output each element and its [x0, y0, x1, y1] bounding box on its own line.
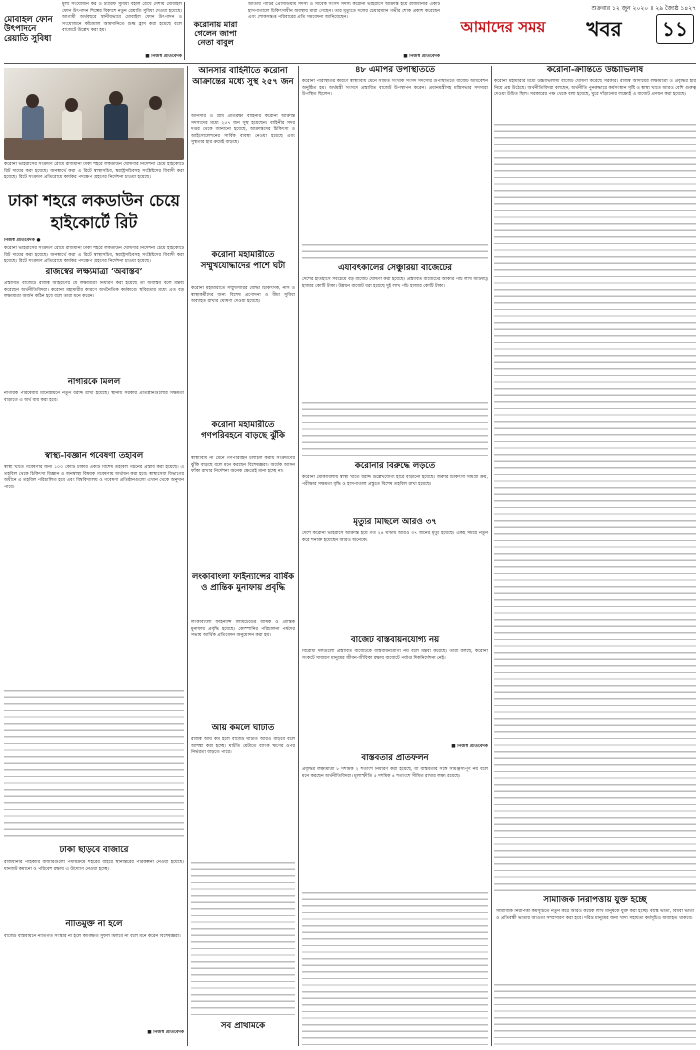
deficit-body: রাজস্ব আয় কম হলে বাজেট ঘাটতি আরও বাড়বে বলে আশঙ্কা করা হচ্ছে। ঘাটতি মেটাতে ব্যাংক ঋণের ওপর নির্ভরতা বাড়তে পারে।	[191, 737, 295, 756]
dhaka-market-headline: ঢাকা ছাড়বে বাজারে	[59, 846, 129, 855]
not-feasible-headline: বাজেট বাস্তবায়নযোগ্য নয়	[350, 636, 440, 645]
section-label: খবর	[586, 17, 622, 41]
frontline-headline: করোনা মহামারীতে সম্মুখযোদ্ধাদের পাশে ঘটা	[200, 250, 286, 271]
corona-brief	[188, 2, 440, 62]
growth-body: প্রবৃদ্ধির লক্ষ্যমাত্রা ৮ দশমিক ২ শতাংশ নির্ধারণ করা হয়েছে, যা বাস্তবতার সঙ্গে সামঞ্জস্যপূর্ণ নয় বলে মনে করছেন অর্থনীতিবিদরা। মূল্যস্ফীতি ৫ দশমিক ৪ শতাংশে সীমিত রাখার লক্ষ্য রয়েছে।	[302, 767, 488, 779]
column-texture	[494, 122, 696, 892]
transport-headline: করোনা মহামারীতে গণপরিবহনে বাড়ছে ঝুঁকি	[201, 420, 285, 441]
deficit-headline: আয় কমলে ঘাটতি	[211, 724, 275, 733]
not-feasible-byline: ■ নিজস্ব প্রতিবেদক	[451, 744, 488, 749]
mobile-brief	[4, 2, 182, 62]
research-fund-body: স্বাস্থ্য খাতে গবেষণার জন্য ১০০ কোটি টাকার একটি বিশেষ তহবিল গঠনের প্রস্তাব করা হয়েছে। এ তহবিল থেকে চিকিৎসা বিজ্ঞান ও জনস্বাস্থ্য বিষয়ক গবেষণায় অর্থায়ন করা হবে। স্বাস্থ্যসেবা বিভাগের অধীনে এ তহবিল পরিচালিত হবে এবং বিশ্ববিদ্যালয় ও গবেষণা প্রতিষ্ঠানগুলো এখান থেকে অনুদান পাবে।	[4, 465, 184, 490]
corona-byline: ■ নিজস্ব প্রতিবেদক	[403, 54, 440, 59]
growth-headline: বাস্তবতার প্রতিফলন	[361, 754, 429, 763]
mp48-headline: ৪৮ এমপির উপস্থিতিতে	[354, 66, 436, 75]
corona-headline: করোনায় মারা গেলেন জাপা নেতা বাবুল	[193, 20, 238, 47]
largest-budget-body: দেশের ইতিহাসে সবচেয়ে বড় বাজেট ঘোষণা করা হয়েছে। প্রস্তাবিত বাজেটের আকার পাঁচ লাখ আটষট্টি হাজার কোটি টাকা। উন্নয়ন বাজেট ধরা হয়েছে দুই লাখ পাঁচ হাজার কোটি টাকা।	[302, 277, 488, 289]
mobile-body: মূল্য সংযোজন কর ও ট্যারিফ সুবিধা বহাল রেখে দেশীয় মোবাইল ফোন উৎপাদন শিল্পের বিকাশে নতুন রেয়াতি সুবিধা দেওয়া হয়েছে। আগামী অর্থবছরে স্থানীয়ভাবে মোবাইল ফোন উৎপাদন ও সংযোজনে কাঁচামাল আমদানিতে শুল্ক হ্রাস করা হয়েছে বলে বাজেটে উল্লেখ করা হয়।	[62, 2, 182, 34]
corona-fight-headline: করোনার বিরুদ্ধে লড়তে	[354, 462, 436, 471]
divider	[187, 66, 188, 1046]
lanka-body: লংকাবাংলা ফাইন্যান্স লিমিটেডের বার্ষিক ও প্রান্তিক মুনাফায় প্রবৃদ্ধি হয়েছে। কোম্পানির পরিচালনা পর্ষদের সভায় আর্থিক প্রতিবেদন অনুমোদন করা হয়।	[191, 620, 295, 639]
mobile-headline: মোবাইল ফোন উৎপাদনে রেয়াতি সুবিধা	[4, 16, 53, 44]
transport-body: স্বাস্থ্যবিধি না মেনে গণপরিবহন চলাচল করায় সংক্রমণের ঝুঁকি বাড়ছে বলে মনে করছেন বিশেষজ্ঞরা। অর্ধেক আসন ফাঁকা রাখার নির্দেশনা অনেক ক্ষেত্রেই মানা হচ্ছে না।	[191, 456, 295, 475]
column-texture	[302, 890, 488, 1046]
top-rule	[4, 63, 696, 64]
masthead	[444, 4, 696, 46]
divider	[298, 66, 299, 1046]
subdistrict-headline: সব প্রাথমিকে	[220, 1022, 266, 1031]
lanka-headline: লংকাবাংলা ফাইন্যান্সের বার্ষিক ও প্রান্তিক মুনাফায় প্রবৃদ্ধি	[191, 572, 295, 593]
news-photo	[4, 68, 184, 160]
page-number	[656, 14, 694, 44]
lockdown-headline: ঢাকা শহরে লকডাউন চেয়ে হাইকোর্টে রিট	[8, 191, 180, 232]
niti-headline: নীতিমুক্ত না হলে	[65, 920, 123, 929]
not-feasible-body: বিরোধী দলগুলো প্রস্তাবিত বাজেটকে বাস্তবায়নযোগ্য নয় বলে মন্তব্য করেছে। তারা বলছে, করোনা সংকটে সাধারণ মানুষের জীবন-জীবিকা রক্ষায় বাজেটে পর্যাপ্ত দিকনির্দেশনা নেই।	[302, 649, 488, 661]
column-texture	[494, 982, 696, 1046]
corona-fight-body: করোনা মোকাবিলায় স্বাস্থ্য খাতে বরাদ্দ উল্লেখযোগ্য হারে বাড়ানো হয়েছে। জরুরি চিকিৎসা সামগ্রী ক্রয়, পরীক্ষার সক্ষমতা বৃদ্ধি ও হাসপাতাল প্রস্তুতে বিশেষ তহবিল রাখা হয়েছে।	[302, 475, 488, 487]
nagorik-body: নাগরিক পরিষেবার মানোন্নয়নে নতুন বরাদ্দ রাখা হয়েছে। স্থানীয় সরকার প্রতিষ্ঠানগুলোর সক্ষমতা বাড়াতে এ অর্থ ব্যয় করা হবে।	[4, 391, 184, 403]
revenue-target-body: প্রস্তাবিত বাজেটে রাজস্ব আহরণের যে লক্ষ্যমাত্রা নির্ধারণ করা হয়েছে তা অবাস্তব বলে মন্তব্য করেছেন অর্থনীতিবিদরা। করোনা মহামারীর কারণে অর্থনৈতিক কর্মকাণ্ডে স্থবিরতার মধ্যে এত বড় লক্ষ্যমাত্রা অর্জন কঠিন হবে বলে তারা মনে করেন।	[4, 281, 184, 300]
niti-byline: ■ নিজস্ব প্রতিবেদক	[147, 1030, 184, 1035]
brand-logo: আমাদের সময়	[460, 18, 546, 36]
column-texture	[191, 860, 295, 1018]
death-headline: মৃত্যুর মিছিলে আরও ৩৭	[353, 518, 437, 527]
social-safety-body: সামাজিক নিরাপত্তা কর্মসূচিতে নতুন করে আরও কয়েক লাখ মানুষকে যুক্ত করা হচ্ছে। বয়স্ক ভাতা, বিধবা ভাতা ও প্রতিবন্ধী ভাতার আওতা সম্প্রসারণ করা হবে। দরিদ্র মানুষের জন্য খাদ্য সহায়তা কর্মসূচিও অব্যাহত থাকবে।	[496, 909, 694, 921]
largest-budget-headline: এযাবৎকালের সেঞ্চুরিয়া বাজেটের	[338, 264, 452, 273]
niti-body: বাজেট বাস্তবায়নে নীতিগত সংস্কার না হলে কাঙ্ক্ষিত সুফল মিলবে না বলে মনে করেন বিশেষজ্ঞরা।	[4, 934, 181, 939]
death-body: দেশে করোনা ভাইরাসে আক্রান্ত হয়ে গত ২৪ ঘণ্টায় আরও ৩৭ জনের মৃত্যু হয়েছে। একই সময়ে নতুন করে শনাক্ত হয়েছেন আরও অনেকে।	[302, 531, 488, 543]
social-safety-headline: সামাজিক নিরাপত্তায় যুক্ত হচ্ছে	[543, 896, 647, 905]
column-texture	[302, 242, 488, 262]
ambition-body: করোনা মহামারীর মধ্যে উচ্চাভিলাষী বাজেট ঘোষণা করেছে সরকার। রাজস্ব আদায়ের লক্ষ্যমাত্রা ও প্রবৃদ্ধির হার নিয়ে প্রশ্ন উঠেছে। অর্থনীতিবিদরা বলছেন, অর্থনীতি পুনরুদ্ধারে কর্মসংস্থান সৃষ্টি ও স্বাস্থ্য খাতে আরও বেশি গুরুত্ব দেওয়া উচিত ছিল। সরকারের পক্ষ থেকে বলা হয়েছে, ঘুরে দাঁড়ানোর লক্ষ্যেই এ বাজেট প্রণয়ন করা হয়েছে।	[494, 79, 696, 98]
corona-body: জাতীয় পার্টির প্রেসিডিয়াম সদস্য ও সাবেক সংসদ সদস্য করোনা ভাইরাসে আক্রান্ত হয়ে রাজধানীর একটি হাসপাতালে চিকিৎসাধীন অবস্থায় মারা গেছেন। তার মৃত্যুতে দলের চেয়ারম্যান গভীর শোক প্রকাশ করেছেন এবং শোকসন্তপ্ত পরিবারের প্রতি সমবেদনা জানিয়েছেন।	[248, 2, 440, 21]
revenue-target-headline: রাজস্বের লক্ষ্যমাত্রা ‘অবাস্তব’	[45, 268, 143, 277]
ansar-body: আনসার ও গ্রাম প্রতিরক্ষা বাহিনীর করোনা আক্রান্ত সদস্যদের মধ্যে ২৫৭ জন সুস্থ হয়েছেন। বাহিনীর সদর দপ্তর থেকে জানানো হয়েছে, আক্রান্তদের চিকিৎসা ও আইসোলেশনের সার্বিক ব্যবস্থা নেওয়া হয়েছে এবং সুস্থতার হার ক্রমেই বাড়ছে।	[191, 114, 295, 146]
column-texture	[4, 688, 184, 842]
divider	[491, 66, 492, 1046]
column-texture	[302, 400, 488, 458]
page-number-text: ১১	[662, 17, 688, 41]
ambition-headline: করোনা-ক্রান্তিতে উচ্চাভিলাষ	[546, 66, 644, 75]
research-fund-headline: স্বাস্থ্য-বিজ্ঞান গবেষণা তহবিল	[44, 452, 144, 461]
photo-caption: করোনা ভাইরাসের সংক্রমণ রোধে রাজধানী ঢাকা শহরে লকডাউন ঘোষণার নির্দেশনা চেয়ে হাইকোর্টে রিট দায়ের করা হয়েছে। জনস্বার্থে করা এ রিটে স্বাস্থ্যসচিব, স্বরাষ্ট্রসচিবসহ সংশ্লিষ্টদের বিবাদী করা হয়েছে। রিটে সংক্রমণ প্রতিরোধে কার্যকর পদক্ষেপ গ্রহণের নির্দেশনা চাওয়া হয়েছে।	[4, 162, 184, 181]
date-line: শুক্রবার ১২ জুন ২০২০ ॥ ২৯ জ্যৈষ্ঠ ১৪২৭	[591, 5, 696, 12]
dhaka-market-body: রাজধানীর পাইকারি বাজারগুলো পর্যায়ক্রমে শহরের বাইরে স্থানান্তরের পরিকল্পনা নেওয়া হয়েছে। যানজট কমানো ও পরিবেশ রক্ষায় এ উদ্যোগ নেওয়া হচ্ছে।	[4, 860, 184, 872]
lockdown-byline: নিজস্ব প্রতিবেদক ●	[4, 238, 41, 243]
nagorik-headline: নাগরিকে মিলল	[67, 378, 121, 387]
frontline-body: করোনা মহামারীতে সম্মুখসারির যোদ্ধা চিকিৎসক, নার্স ও স্বাস্থ্যকর্মীদের জন্য বিশেষ প্রণোদনা ও বীমা সুবিধা অব্যাহত রাখার ঘোষণা দেওয়া হয়েছে।	[191, 286, 295, 305]
mp48-body: করোনা পরিস্থিতির কারণে স্বাস্থ্যবিধি মেনে সীমিত সংখ্যক সংসদ সদস্যের উপস্থিতিতে বাজেট অধিবেশন অনুষ্ঠিত হয়। অর্থমন্ত্রী সংসদে প্রস্তাবিত বাজেট উপস্থাপন করেন। প্রধানমন্ত্রীসহ মন্ত্রিসভার সদস্যরা উপস্থিত ছিলেন।	[302, 79, 488, 98]
mobile-byline: ■ নিজস্ব প্রতিবেদক	[145, 54, 182, 59]
divider	[184, 2, 185, 60]
lockdown-body: করোনা ভাইরাসের সংক্রমণ রোধে রাজধানী ঢাকা শহরে লকডাউন ঘোষণার নির্দেশনা চেয়ে হাইকোর্টে রিট দায়ের করা হয়েছে। জনস্বার্থে করা এ রিটে স্বাস্থ্যসচিব, স্বরাষ্ট্রসচিবসহ সংশ্লিষ্টদের বিবাদী করা হয়েছে। রিটে সংক্রমণ প্রতিরোধে কার্যকর পদক্ষেপ গ্রহণের নির্দেশনা চাওয়া হয়েছে।	[4, 246, 184, 265]
ansar-headline: আনসার বাহিনীতে করোনা আক্রান্তের মধ্যে সুস্থ ২৫৭ জন	[192, 66, 294, 87]
